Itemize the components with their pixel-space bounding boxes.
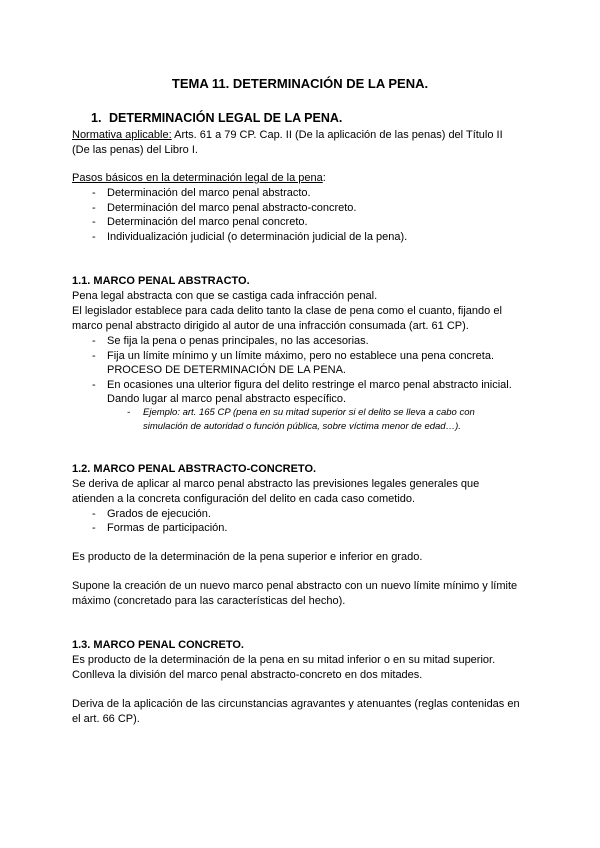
list-item: Grados de ejecución. xyxy=(107,508,211,520)
paragraph-line: Pena legal abstracta con que se castiga cada infracción penal. xyxy=(72,290,378,302)
bullet-dash: - xyxy=(92,187,96,199)
list-item-continued: PROCESO DE DETERMINACIÓN DE LA PENA. xyxy=(107,364,346,376)
bullet-dash: - xyxy=(92,202,96,214)
section-1-heading xyxy=(91,110,342,127)
page-title: TEMA 11. DETERMINACIÓN DE LA PENA. xyxy=(171,76,429,91)
paragraph-line: atienden a la concreta configuración del delito en cada caso cometido. xyxy=(72,493,416,505)
bullet-dash: - xyxy=(92,350,96,362)
list-item: Formas de participación. xyxy=(107,522,228,534)
list-item: Determinación del marco penal concreto. xyxy=(107,216,308,228)
normativa-label: Normativa aplicable: xyxy=(72,129,172,141)
section-1-1-heading: 1.1. MARCO PENAL ABSTRACTO. xyxy=(72,275,250,287)
example-line: simulación de autoridad o función pública, sobre víctima menor de edad…). xyxy=(143,421,461,432)
paragraph-line: Es producto de la determinación de la pena superior e inferior en grado. xyxy=(72,551,423,563)
example-line: Ejemplo: art. 165 CP (pena en su mitad superior si el delito se lleva a cabo con xyxy=(143,407,475,418)
paragraph-line: El legislador establece para cada delito tanto la clase de pena como el cuanto, fijando el xyxy=(72,305,502,317)
list-item: En ocasiones una ulterior figura del delito restringe el marco penal abstracto inicial. xyxy=(107,379,512,391)
paragraph-line: Deriva de la aplicación de las circunstancias agravantes y atenuantes (reglas contenidas en xyxy=(72,698,520,710)
list-item-continued: Dando lugar al marco penal abstracto específico. xyxy=(107,393,347,405)
list-item: Individualización judicial (o determinación judicial de la pena). xyxy=(107,231,408,243)
normativa-text-1: Arts. 61 a 79 CP. Cap. II (De la aplicación de las penas) del Título II xyxy=(171,129,503,141)
pasos-colon: : xyxy=(322,172,326,184)
bullet-dash: - xyxy=(92,231,96,243)
section-1-title: DETERMINACIÓN LEGAL DE LA PENA. xyxy=(109,111,343,125)
list-item: Determinación del marco penal abstracto-concreto. xyxy=(107,202,357,214)
paragraph-line: Se deriva de aplicar al marco penal abstracto las previsiones legales generales que xyxy=(72,478,480,490)
bullet-dash: - xyxy=(92,335,96,347)
paragraph-line: marco penal abstracto dirigido al autor de una infracción consumada (art. 61 CP). xyxy=(72,320,469,332)
list-item: Se fija la pena o penas principales, no las accesorias. xyxy=(107,335,369,347)
paragraph-line: Conlleva la división del marco penal abstracto-concreto en dos mitades. xyxy=(72,669,423,681)
section-1-2-heading: 1.2. MARCO PENAL ABSTRACTO-CONCRETO. xyxy=(72,463,317,475)
normativa-line-2: (De las penas) del Libro I. xyxy=(72,144,198,156)
pasos-label: Pasos básicos en la determinación legal de la pena xyxy=(72,172,323,184)
list-item: Fija un límite mínimo y un límite máximo, pero no establece una pena concreta. xyxy=(107,350,495,362)
paragraph-line: Supone la creación de un nuevo marco penal abstracto con un nuevo límite mínimo y límite xyxy=(72,580,518,592)
paragraph-line: el art. 66 CP). xyxy=(72,713,140,725)
list-item xyxy=(92,229,96,246)
sub-bullet-dash: - xyxy=(127,407,131,418)
bullet-dash: - xyxy=(92,522,96,534)
section-1-3-heading: 1.3. MARCO PENAL CONCRETO. xyxy=(72,639,244,651)
bullet-dash: - xyxy=(92,508,96,520)
bullet-dash: - xyxy=(92,379,96,391)
section-1-number: 1. xyxy=(91,111,102,125)
bullet-dash: - xyxy=(92,216,96,228)
paragraph-line: máximo (concretado para las características del hecho). xyxy=(72,595,346,607)
paragraph-line: Es producto de la determinación de la pena en su mitad inferior o en su mitad superior. xyxy=(72,654,496,666)
list-item: Determinación del marco penal abstracto. xyxy=(107,187,311,199)
